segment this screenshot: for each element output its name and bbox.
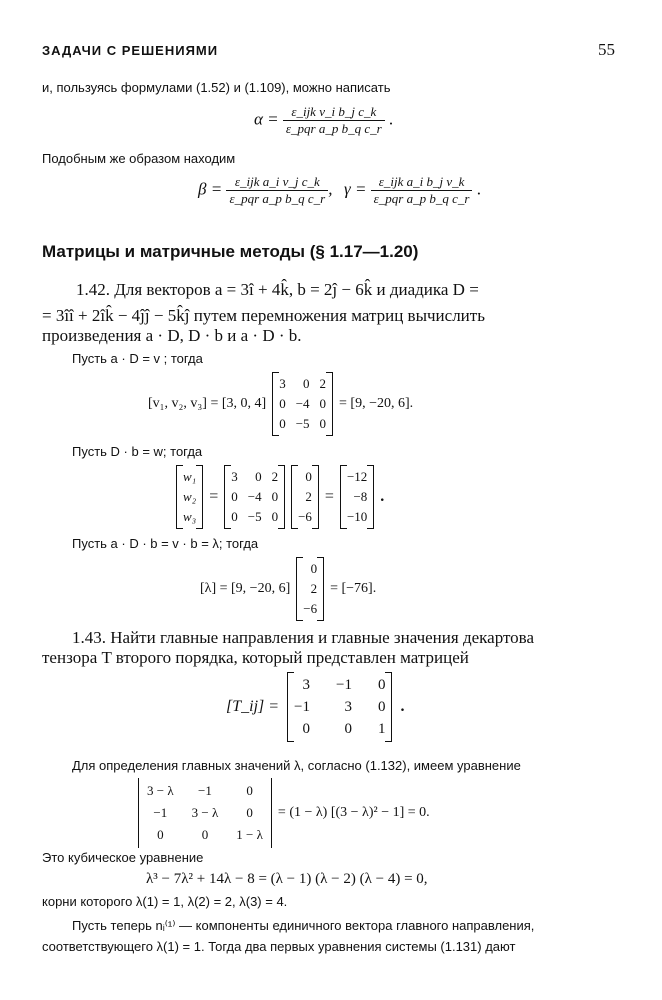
- problem-143-line-1: 1.43. Найти главные направления и главные значения декартова: [72, 628, 535, 647]
- equation-3: [200, 557, 376, 621]
- step-143-1-text: Для определения главных значений λ, согласно (1.132), имеем уравнение: [72, 758, 521, 773]
- step-143-3-text: Пусть теперь nᵢ⁽¹⁾ — компоненты единичного вектора главного направления,: [72, 918, 535, 933]
- eq3-column: 0 2 −6: [296, 557, 324, 621]
- page-number: 55: [598, 40, 615, 59]
- beta-denominator: ε_pqr a_p b_q c_r: [229, 191, 326, 206]
- eq3-lhs: [λ] = [9, −20, 6]: [200, 581, 291, 596]
- intro-line-2: Подобным же образом находим: [42, 151, 236, 166]
- alpha-equation: α = $\frac{\text{ε\_ijk v\_i b\_j c\_k}}{\text{ε\_pqr a\_p b\_q c\_r}}$ .: [254, 104, 394, 136]
- alpha-denominator: ε_pqr a_p b_q c_r: [285, 121, 382, 136]
- intro-line-1: и, пользуясь формулами (1.52) и (1.109), можно написать: [42, 80, 391, 95]
- tij-lhs: [T_ij] =: [226, 698, 280, 715]
- eq1-matrix: 3 0 2 0 −4 0 0 −5 0: [272, 372, 333, 436]
- step-1-text: Пусть a · D = v ; тогда: [72, 351, 203, 366]
- equation-2: w₁ w₂ w₃ = 3 0 2 0 −4 0 0 −5 0 0 2 −6 = −12 −8 −10 .: [176, 465, 384, 529]
- running-title: ЗАДАЧИ С РЕШЕНИЯМИ: [42, 43, 219, 58]
- section-title: Матрицы и матричные методы (§ 1.17—1.20): [42, 242, 419, 261]
- eq2-matrix: 3 0 2 0 −4 0 0 −5 0: [224, 465, 285, 529]
- alpha-numerator: ε_ijk v_i b_j c_k: [283, 104, 385, 121]
- tij-matrix: 3 −1 0 −1 3 0 0 0 1: [287, 672, 392, 742]
- eq3-rhs: = [−76].: [330, 581, 377, 596]
- determinant-rhs: = (1 − λ) [(3 − λ)² − 1] = 0.: [277, 805, 430, 820]
- eq2-result-vector: −12 −8 −10: [340, 465, 374, 529]
- step-143-2-text: Это кубическое уравнение: [42, 850, 204, 865]
- gamma-denominator: ε_pqr a_p b_q c_r: [373, 191, 470, 206]
- determinant-equation: [138, 778, 430, 848]
- step-143-4-text: соответствующего λ(1) = 1. Тогда два первых уравнения системы (1.131) дают: [42, 939, 516, 954]
- problem-142-line-1: 1.42. Для векторов a = 3î + 4k̂, b = 2ĵ − 6k̂ и диадика D =: [76, 280, 479, 299]
- roots-text: корни которого λ(1) = 1, λ(2) = 2, λ(3) = 4.: [42, 894, 288, 909]
- beta-lhs: β =: [198, 179, 223, 199]
- beta-numerator: ε_ijk a_i v_j c_k: [226, 174, 328, 191]
- alpha-lhs: α =: [254, 109, 279, 129]
- gamma-numerator: ε_ijk a_i b_j v_k: [371, 174, 473, 191]
- equation-1: [148, 372, 413, 436]
- step-3-text: Пусть a · D · b = v · b = λ; тогда: [72, 536, 259, 551]
- problem-143-line-2: тензора T второго порядка, который представлен матрицей: [42, 648, 469, 667]
- eq2-w-vector: w₁ w₂ w₃: [176, 465, 203, 529]
- eq1-rhs: = [9, −20, 6].: [339, 396, 414, 411]
- determinant: 3 − λ −1 0 −1 3 − λ 0 0 0 1 − λ: [138, 778, 272, 848]
- problem-142-line-2: = 3îî + 2îk̂ − 4ĵĵ − 5k̂ĵ путем перемножения матриц вычислить: [42, 306, 485, 325]
- eq2-b-vector: 0 2 −6: [291, 465, 319, 529]
- problem-142-line-3: произведения a · D, D · b и a · D · b.: [42, 326, 302, 345]
- step-2-text: Пусть D · b = w; тогда: [72, 444, 203, 459]
- eq1-lhs: [v₁, v₂, v₃] = [3, 0, 4]: [148, 396, 267, 411]
- tij-equation: [T_ij] = 3 −1 0 −1 3 0 0 0 1 .: [226, 672, 404, 742]
- beta-equation: β = $\frac{\text{ε\_ijk a\_i v\_j c\_k}}{\text{ε\_pqr a\_p b\_q c\_r}}$ ,: [198, 174, 333, 206]
- gamma-equation: γ = $\frac{\text{ε\_ijk a\_i b\_j v\_k}}{\text{ε\_pqr a\_p b\_q c\_r}}$ .: [344, 174, 481, 206]
- cubic-equation: λ³ − 7λ² + 14λ − 8 = (λ − 1) (λ − 2) (λ − 4) = 0,: [146, 871, 428, 887]
- gamma-lhs: γ =: [344, 179, 367, 199]
